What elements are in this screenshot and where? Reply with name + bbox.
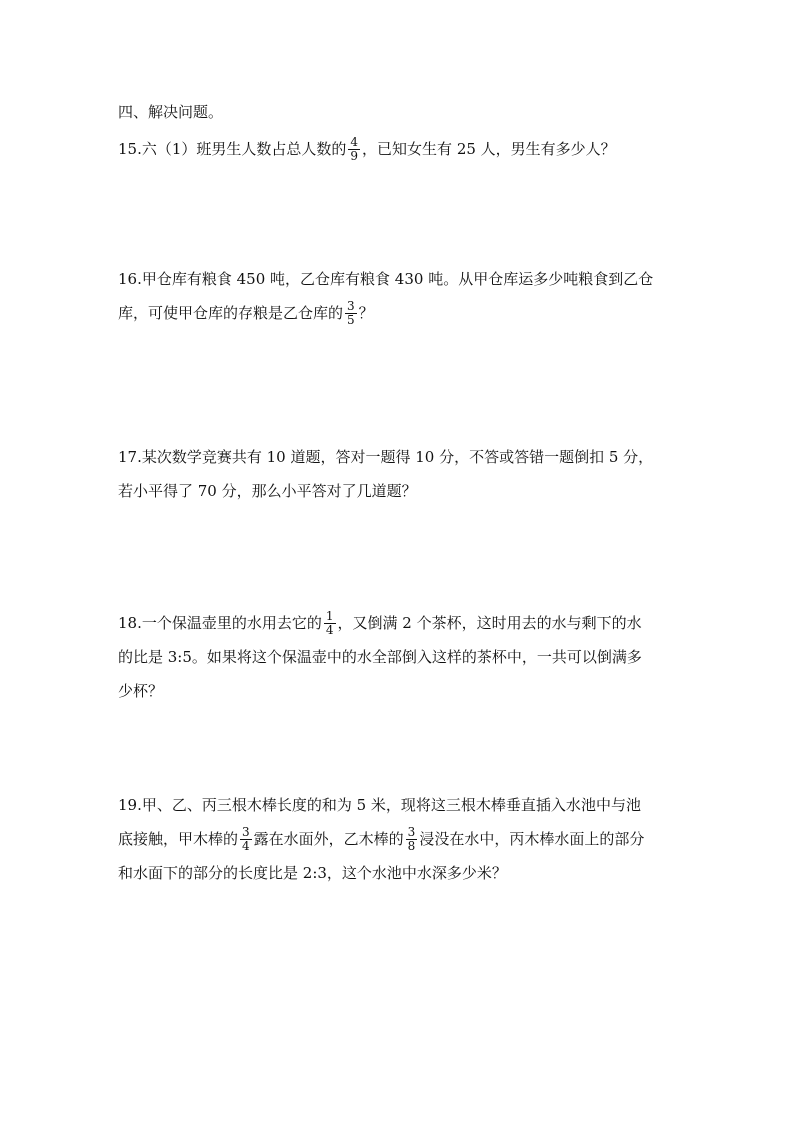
fraction-denominator: 4: [242, 838, 250, 853]
section-title: 四、解决问题。: [118, 103, 224, 121]
problem-18-text-3: 少杯？: [118, 682, 164, 700]
fraction-denominator: 5: [347, 312, 355, 327]
problem-17-text-1: 17.某次数学竞赛共有 10 道题，答对一题得 10 分，不答或答错一题倒扣 5 分，: [118, 448, 654, 466]
fraction-4-9: [348, 136, 360, 163]
problem-18-text-1b: ，又倒满 2 个茶杯，这时用去的水与剩下的水: [337, 614, 642, 632]
problem-19-text-2a: 底接触，甲木棒的: [118, 830, 239, 848]
problem-19: [118, 788, 678, 890]
problem-16-line-1: [118, 262, 678, 296]
fraction-denominator: 8: [407, 838, 416, 853]
fraction-denominator: 4: [325, 622, 334, 637]
problem-15-text-b: ，已知女生有 25 人，男生有多少人？: [362, 140, 616, 158]
problem-16: [118, 262, 678, 330]
problem-18-text-1a: 18.一个保温壶里的水用去它的: [118, 614, 322, 632]
problem-17-line-2: [118, 474, 678, 508]
problem-15: [118, 132, 678, 166]
problem-19-line-2: [118, 822, 678, 856]
problem-18-line-2: [118, 640, 678, 674]
problem-16-text-1: 16.甲仓库有粮食 450 吨，乙仓库有粮食 430 吨。从甲仓库运多少吨粮食到乙仓: [118, 270, 654, 288]
fraction-numerator: 3: [347, 298, 355, 313]
problem-18: [118, 606, 678, 708]
problem-15-text-a: 15.六（1）班男生人数占总人数的: [118, 140, 347, 158]
problem-17: [118, 440, 678, 508]
fraction-numerator: 4: [350, 134, 359, 149]
problem-18-text-2: 的比是 3:5。如果将这个保温壶中的水全部倒入这样的茶杯中，一共可以倒满多: [118, 648, 642, 666]
problem-18-line-3: [118, 674, 678, 708]
fraction-3-4: [240, 826, 252, 853]
fraction-numerator: 3: [407, 824, 416, 839]
problem-19-line-1: [118, 788, 678, 822]
problem-19-text-2b: 露在水面外，乙木棒的: [253, 830, 404, 848]
problem-15-line-1: [118, 132, 678, 166]
problem-16-text-2a: 库，可使甲仓库的存粮是乙仓库的: [118, 304, 344, 322]
fraction-1-4: [324, 610, 336, 637]
problem-19-text-2c: 浸没在水中，丙木棒水面上的部分: [419, 830, 645, 848]
problem-16-line-2: [118, 296, 678, 330]
fraction-3-5: [345, 300, 357, 327]
problem-19-text-1: 19.甲、乙、丙三根木棒长度的和为 5 米，现将这三根木棒垂直插入水池中与池: [118, 796, 641, 814]
problem-19-text-3: 和水面下的部分的长度比是 2:3，这个水池中水深多少米？: [118, 864, 507, 882]
problem-17-line-1: [118, 440, 678, 474]
fraction-denominator: 9: [350, 148, 359, 163]
fraction-numerator: 3: [242, 824, 250, 839]
problem-19-line-3: [118, 856, 678, 890]
problem-17-text-2: 若小平得了 70 分，那么小平答对了几道题？: [118, 482, 417, 500]
problem-18-line-1: [118, 606, 678, 640]
fraction-numerator: 1: [325, 608, 334, 623]
problem-16-text-2b: ？: [358, 304, 374, 322]
fraction-3-8: [406, 826, 418, 853]
